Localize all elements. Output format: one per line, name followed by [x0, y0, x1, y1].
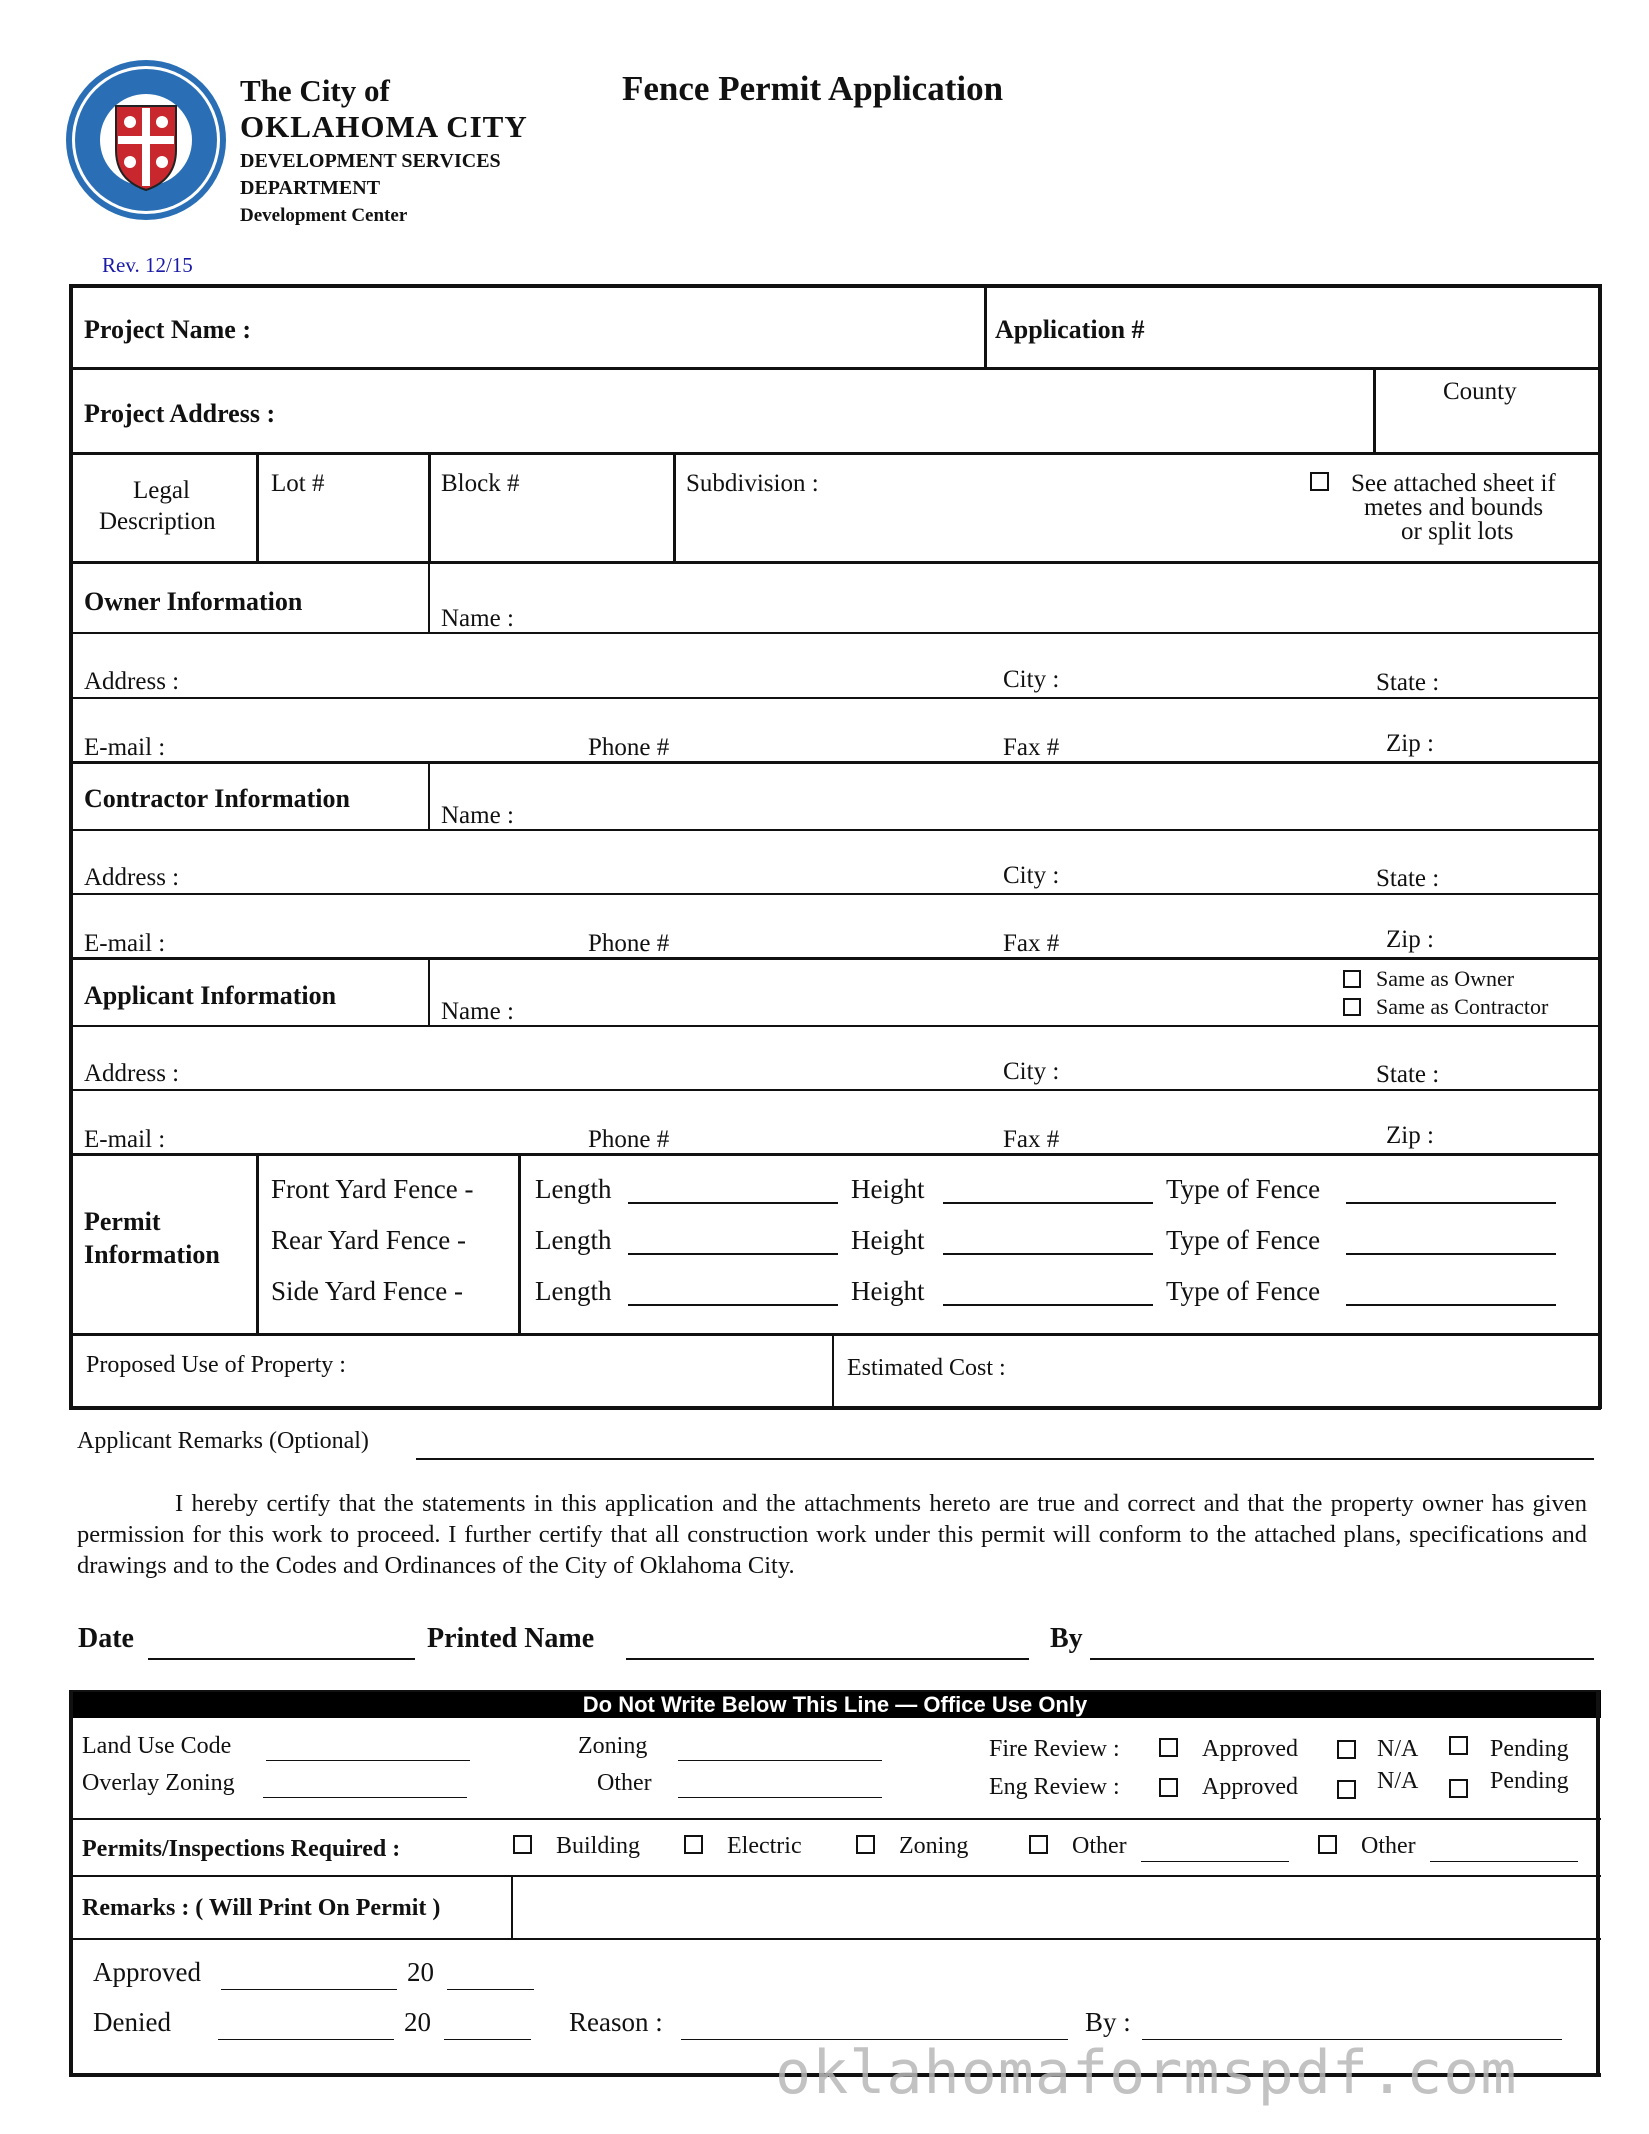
eng-review-label: Eng Review :: [989, 1774, 1120, 1800]
attached-sheet-checkbox[interactable]: [1310, 472, 1329, 491]
owner-name-label: Name :: [441, 605, 514, 632]
attached-sheet-line-3: or split lots: [1401, 518, 1514, 545]
owner-name-field[interactable]: [530, 570, 1590, 628]
zoning-checkbox[interactable]: [856, 1835, 875, 1854]
other-1-checkbox[interactable]: [1029, 1835, 1048, 1854]
printed-name-label: Printed Name: [427, 1623, 595, 1654]
electric-label: Electric: [727, 1833, 802, 1859]
department-line-2: DEPARTMENT: [240, 177, 381, 199]
applicant-phone-label: Phone #: [588, 1126, 670, 1153]
same-as-contractor-checkbox[interactable]: [1343, 998, 1361, 1016]
front-length-field[interactable]: [628, 1180, 838, 1204]
contractor-city-field[interactable]: [1075, 836, 1365, 888]
rear-height-label: Height: [851, 1225, 925, 1255]
subdivision-label: Subdivision :: [686, 470, 819, 497]
certification-text: I hereby certify that the statements in this application and the attachments hereto are true and correct and that the property owner has given permission for this work to proceed. I further certify that all construction work under this permit will conform to the attached plans, specifications and drawings and to the Codes and Ordinances of the City of Oklahoma City.: [77, 1490, 1587, 1579]
application-number-field[interactable]: [1180, 290, 1590, 364]
front-type-label: Type of Fence: [1166, 1174, 1321, 1204]
office-remarks-field[interactable]: [520, 1880, 1590, 1934]
eng-pending-checkbox[interactable]: [1449, 1779, 1468, 1798]
block-field[interactable]: [434, 505, 667, 557]
county-label: County: [1443, 378, 1517, 405]
printed-name-field[interactable]: [626, 1620, 1029, 1660]
contractor-address-field[interactable]: [200, 836, 990, 888]
approved-date-field[interactable]: [221, 1965, 397, 1990]
zoning-option-label: Zoning: [899, 1833, 969, 1859]
building-checkbox[interactable]: [513, 1835, 532, 1854]
applicant-email-label: E-mail :: [84, 1126, 166, 1153]
block-label: Block #: [441, 470, 520, 497]
revision-label: Rev. 12/15: [102, 253, 193, 277]
applicant-address-field[interactable]: [200, 1032, 990, 1084]
fire-pending-label: Pending: [1490, 1736, 1569, 1762]
date-field[interactable]: [148, 1620, 415, 1660]
overlay-zoning-label: Overlay Zoning: [82, 1770, 235, 1796]
project-address-label: Project Address :: [84, 399, 276, 428]
office-by-field[interactable]: [1142, 2015, 1562, 2040]
zoning-label: Zoning: [578, 1733, 648, 1759]
rear-height-field[interactable]: [943, 1231, 1153, 1255]
rear-type-field[interactable]: [1346, 1231, 1556, 1255]
city-line-2: OKLAHOMA CITY: [240, 109, 528, 144]
eng-pending-label: Pending: [1490, 1768, 1569, 1794]
office-use-banner: Do Not Write Below This Line — Office Use Only: [69, 1692, 1601, 1718]
date-label: Date: [78, 1623, 134, 1654]
overlay-zoning-field[interactable]: [263, 1777, 467, 1798]
other-2-label: Other: [1361, 1833, 1416, 1859]
side-type-label: Type of Fence: [1166, 1276, 1321, 1306]
contractor-state-label: State :: [1376, 865, 1440, 892]
project-name-field[interactable]: [380, 290, 975, 364]
applicant-state-field[interactable]: [1460, 1032, 1590, 1084]
applicant-fax-field[interactable]: [1075, 1096, 1365, 1148]
contractor-phone-label: Phone #: [588, 930, 670, 957]
owner-fax-field[interactable]: [1075, 705, 1365, 757]
contractor-phone-field[interactable]: [685, 900, 990, 952]
contractor-fax-field[interactable]: [1075, 900, 1365, 952]
side-length-field[interactable]: [628, 1282, 838, 1306]
applicant-address-label: Address :: [84, 1060, 180, 1087]
owner-city-label: City :: [1003, 666, 1060, 693]
lot-field[interactable]: [262, 505, 422, 557]
department-line-3: Development Center: [240, 205, 408, 226]
approved-row-label: Approved: [93, 1957, 201, 1987]
front-yard-label: Front Yard Fence -: [271, 1174, 474, 1204]
project-address-field[interactable]: [320, 372, 1365, 448]
owner-fax-label: Fax #: [1003, 734, 1060, 761]
lot-label: Lot #: [271, 470, 325, 497]
applicant-city-label: City :: [1003, 1058, 1060, 1085]
estimated-cost-label: Estimated Cost :: [847, 1355, 1006, 1381]
contractor-email-label: E-mail :: [84, 930, 166, 957]
applicant-remarks-label: Applicant Remarks (Optional): [77, 1428, 369, 1454]
watermark: oklahomaformspdf.com: [775, 2038, 1518, 2108]
owner-state-label: State :: [1376, 669, 1440, 696]
approved-year-field[interactable]: [447, 1965, 534, 1990]
same-as-owner-checkbox[interactable]: [1343, 970, 1361, 988]
side-length-label: Length: [535, 1276, 612, 1306]
applicant-name-field[interactable]: [530, 965, 1330, 1023]
same-as-owner-label: Same as Owner: [1376, 966, 1515, 991]
contractor-information-heading: Contractor Information: [84, 784, 350, 813]
contractor-email-field[interactable]: [180, 900, 575, 952]
by-label: By: [1050, 1623, 1083, 1654]
fire-approved-checkbox[interactable]: [1159, 1738, 1178, 1757]
owner-information-heading: Owner Information: [84, 587, 303, 616]
approved-year-prefix: 20: [407, 1957, 434, 1987]
eng-approved-label: Approved: [1202, 1774, 1298, 1800]
applicant-state-label: State :: [1376, 1061, 1440, 1088]
denied-year-prefix: 20: [404, 2007, 431, 2037]
building-label: Building: [556, 1833, 641, 1859]
fire-na-label: N/A: [1377, 1736, 1419, 1762]
fire-pending-checkbox[interactable]: [1449, 1736, 1468, 1755]
owner-email-label: E-mail :: [84, 734, 166, 761]
county-field[interactable]: [1380, 410, 1592, 450]
eng-na-checkbox[interactable]: [1337, 1780, 1356, 1799]
applicant-zip-label: Zip :: [1386, 1122, 1434, 1149]
contractor-zip-field[interactable]: [1445, 900, 1590, 952]
applicant-phone-field[interactable]: [685, 1096, 990, 1148]
rear-type-label: Type of Fence: [1166, 1225, 1321, 1255]
department-line-1: DEVELOPMENT SERVICES: [240, 150, 501, 172]
rear-length-label: Length: [535, 1225, 612, 1255]
office-by-label: By :: [1085, 2007, 1131, 2037]
land-use-code-field[interactable]: [266, 1740, 470, 1761]
project-name-label: Project Name :: [84, 315, 251, 344]
same-as-contractor-label: Same as Contractor: [1376, 994, 1549, 1019]
front-height-field[interactable]: [943, 1180, 1153, 1204]
side-height-field[interactable]: [943, 1282, 1153, 1306]
contractor-name-label: Name :: [441, 802, 514, 829]
owner-address-field[interactable]: [200, 640, 990, 692]
attached-sheet-line-1: See attached sheet if: [1351, 470, 1556, 497]
permits-required-label: Permits/Inspections Required :: [82, 1836, 401, 1862]
permit-heading-1: Permit: [84, 1207, 161, 1236]
denied-year-field[interactable]: [444, 2015, 531, 2040]
fire-na-checkbox[interactable]: [1337, 1740, 1356, 1759]
reason-field[interactable]: [681, 2015, 1068, 2040]
contractor-fax-label: Fax #: [1003, 930, 1060, 957]
contractor-name-field[interactable]: [530, 768, 1590, 826]
applicant-name-label: Name :: [441, 998, 514, 1025]
zoning-field[interactable]: [678, 1740, 882, 1761]
fire-approved-label: Approved: [1202, 1736, 1298, 1762]
estimated-cost-field[interactable]: [1035, 1342, 1590, 1398]
form-title: Fence Permit Application: [622, 69, 1004, 108]
reason-label: Reason :: [569, 2007, 663, 2037]
owner-zip-field[interactable]: [1445, 705, 1590, 757]
fire-review-label: Fire Review :: [989, 1736, 1120, 1762]
electric-checkbox[interactable]: [684, 1835, 703, 1854]
applicant-remarks-field[interactable]: [416, 1424, 1594, 1460]
front-type-field[interactable]: [1346, 1180, 1556, 1204]
other-1-label: Other: [1072, 1833, 1127, 1859]
proposed-use-label: Proposed Use of Property :: [86, 1352, 346, 1378]
other-1-field[interactable]: [1141, 1841, 1289, 1862]
applicant-fax-label: Fax #: [1003, 1126, 1060, 1153]
applicant-zip-field[interactable]: [1445, 1096, 1590, 1148]
permit-heading-2: Information: [84, 1240, 220, 1269]
legal-label-2: Description: [99, 508, 216, 535]
owner-address-label: Address :: [84, 668, 180, 695]
contractor-address-label: Address :: [84, 864, 180, 891]
other-field[interactable]: [678, 1777, 882, 1798]
contractor-zip-label: Zip :: [1386, 926, 1434, 953]
side-height-label: Height: [851, 1276, 925, 1306]
owner-phone-field[interactable]: [685, 705, 990, 757]
city-line-1: The City of: [240, 73, 390, 108]
owner-phone-label: Phone #: [588, 734, 670, 761]
applicant-information-heading: Applicant Information: [84, 981, 337, 1010]
other-label: Other: [597, 1770, 652, 1796]
owner-city-field[interactable]: [1075, 640, 1365, 692]
owner-state-field[interactable]: [1460, 640, 1590, 692]
contractor-city-label: City :: [1003, 862, 1060, 889]
legal-label-1: Legal: [133, 477, 190, 504]
subdivision-field[interactable]: [840, 462, 1300, 552]
owner-zip-label: Zip :: [1386, 730, 1434, 757]
contractor-state-field[interactable]: [1460, 836, 1590, 888]
attached-sheet-line-2: metes and bounds: [1364, 494, 1544, 521]
eng-approved-checkbox[interactable]: [1159, 1778, 1178, 1797]
other-2-field[interactable]: [1430, 1841, 1578, 1862]
proposed-use-field[interactable]: [385, 1342, 825, 1398]
rear-yard-label: Rear Yard Fence -: [271, 1225, 466, 1255]
land-use-code-label: Land Use Code: [82, 1733, 232, 1759]
signature-by-field[interactable]: [1090, 1620, 1594, 1660]
city-seal: [64, 58, 228, 222]
rear-length-field[interactable]: [628, 1231, 838, 1255]
front-height-label: Height: [851, 1174, 925, 1204]
eng-na-label: N/A: [1377, 1768, 1419, 1794]
denied-row-label: Denied: [93, 2007, 171, 2037]
applicant-email-field[interactable]: [180, 1096, 575, 1148]
front-length-label: Length: [535, 1174, 612, 1204]
other-2-checkbox[interactable]: [1318, 1835, 1337, 1854]
office-remarks-label: Remarks : ( Will Print On Permit ): [82, 1895, 441, 1921]
owner-email-field[interactable]: [180, 705, 575, 757]
applicant-city-field[interactable]: [1075, 1032, 1365, 1084]
denied-date-field[interactable]: [218, 2015, 394, 2040]
application-number-label: Application #: [995, 315, 1145, 344]
side-yard-label: Side Yard Fence -: [271, 1276, 463, 1306]
side-type-field[interactable]: [1346, 1282, 1556, 1306]
